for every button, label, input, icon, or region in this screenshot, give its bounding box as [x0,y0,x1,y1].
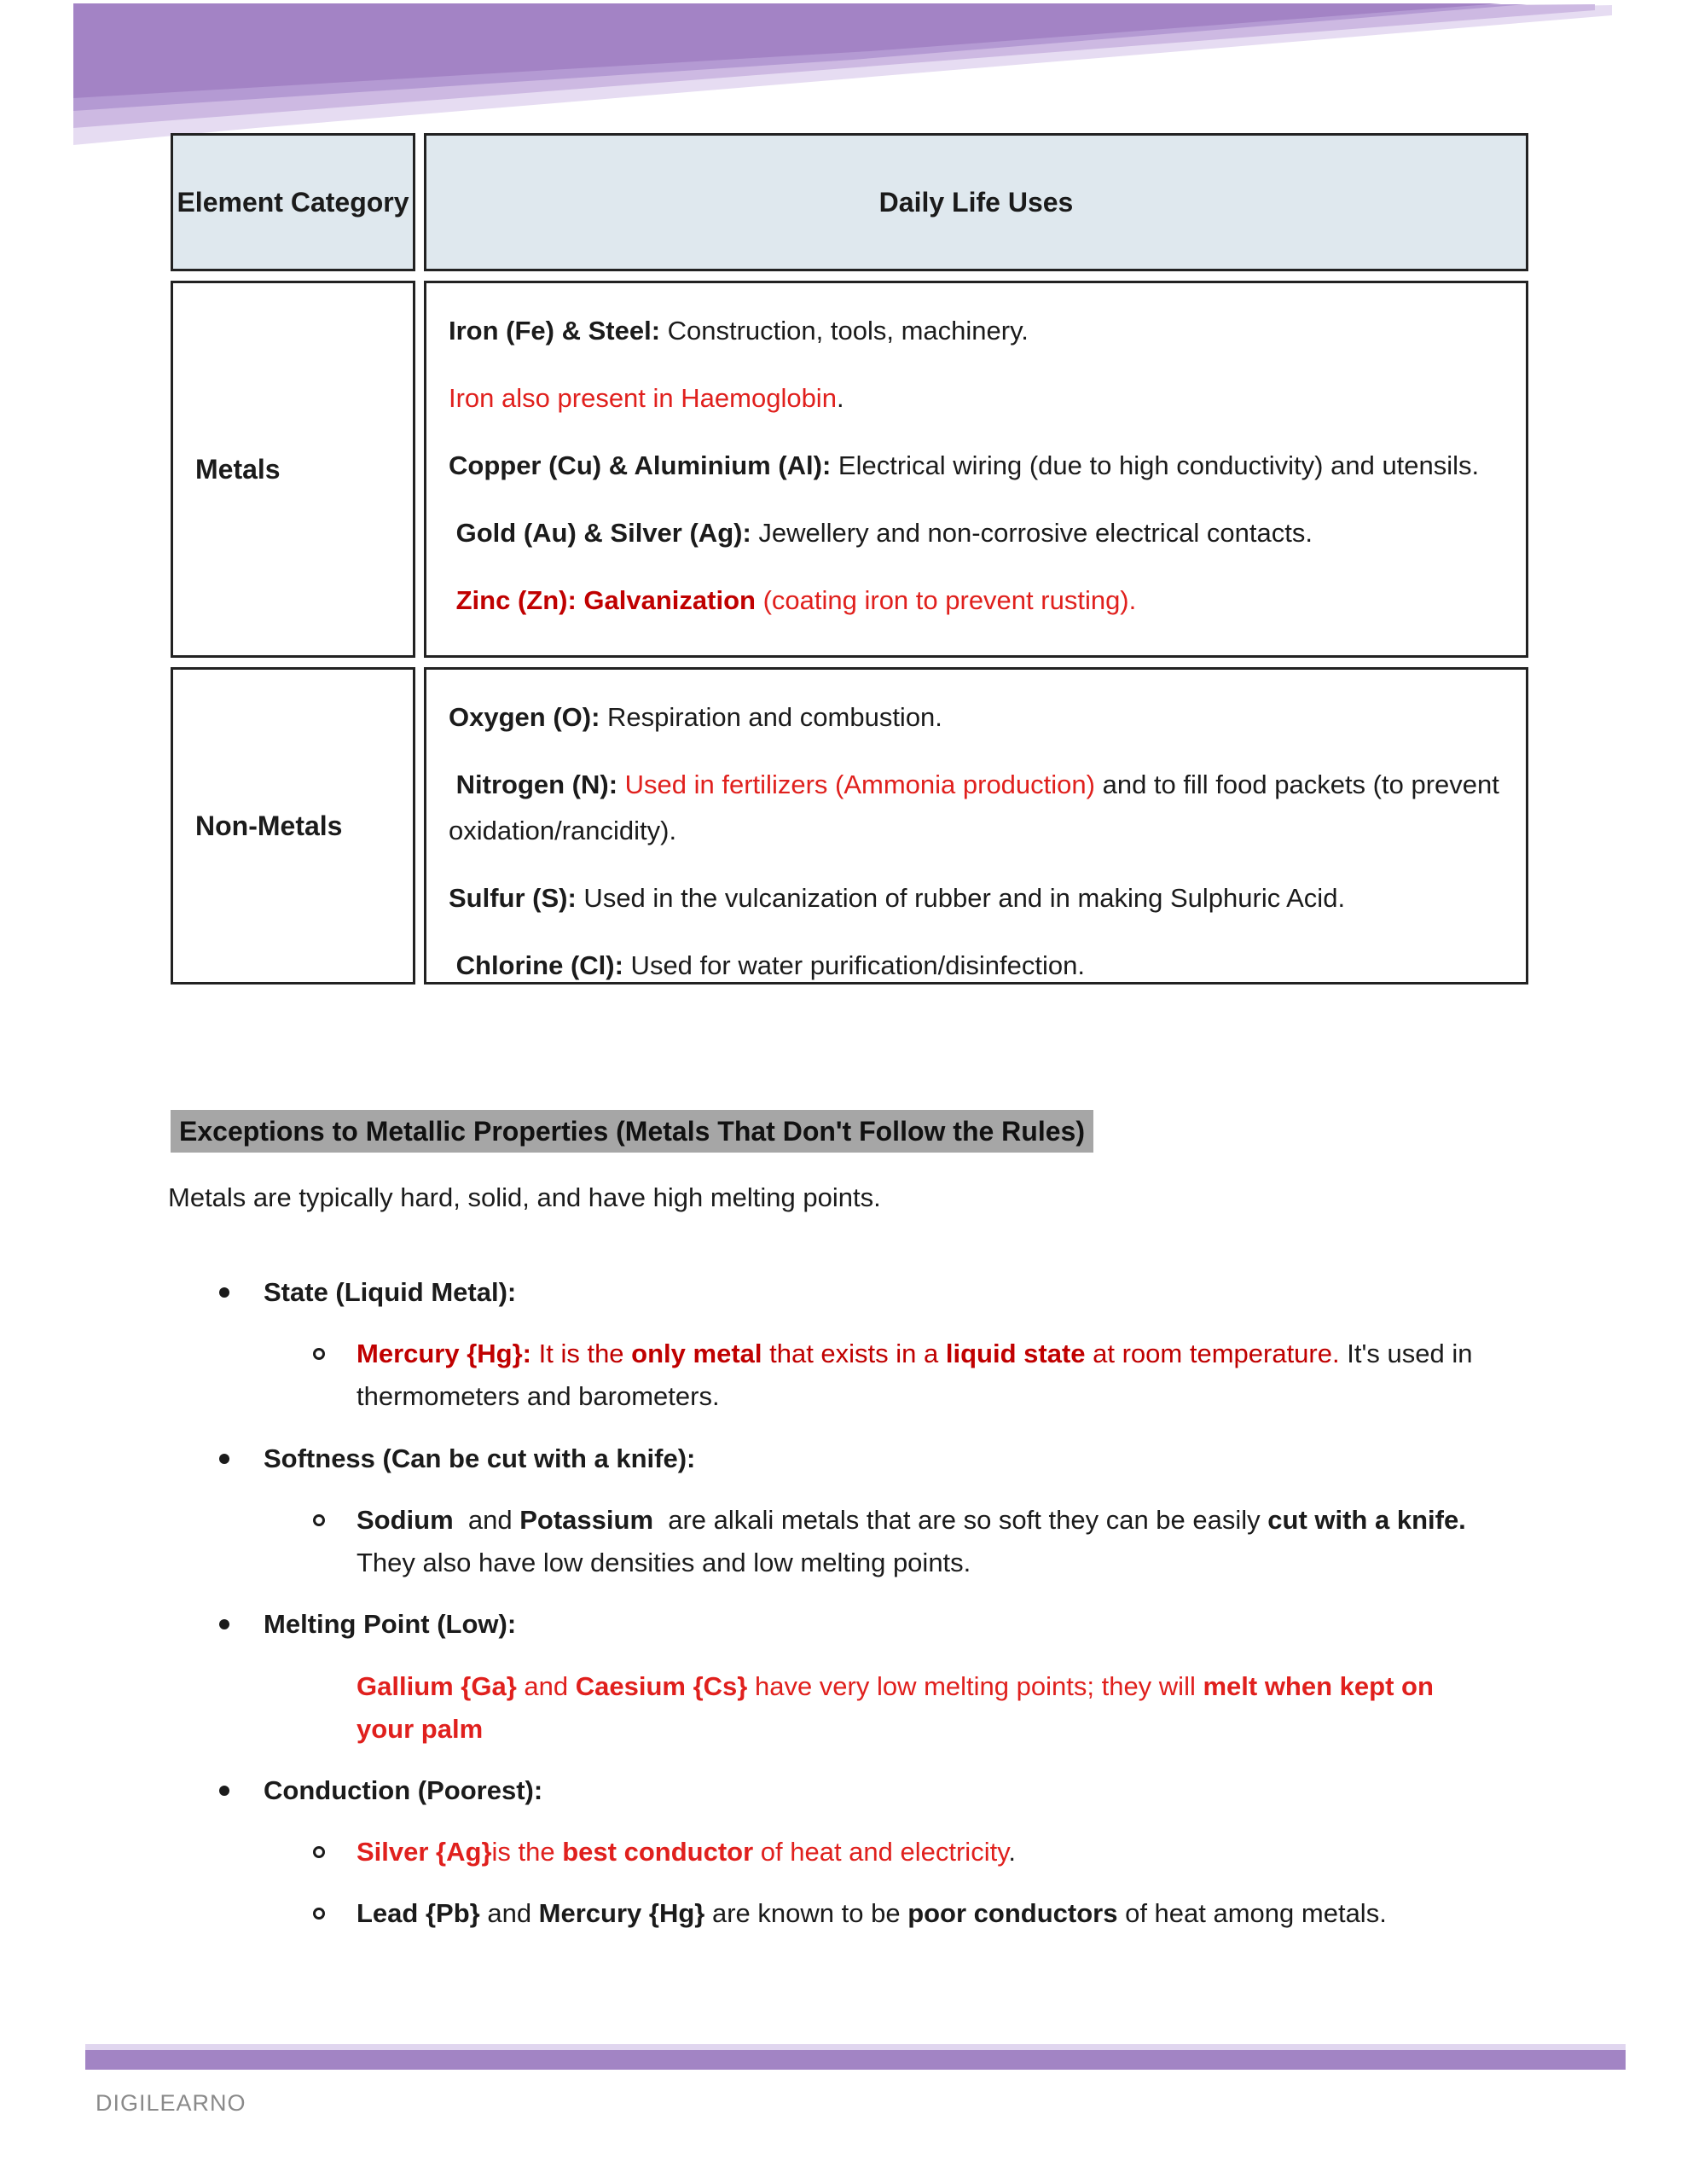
metals-uses-cell [424,281,1528,658]
exceptions-bullet-list [168,1252,1533,1955]
list-item-melting-point [168,1603,1533,1646]
nonmetals-paragraph-sulfur: Sulfur (S): Used in the vulcanization of rubber and in making Sulphuric Acid. [449,882,1346,913]
list-subitem-silver-text: Silver {Ag}is the best conductor of heat and electricity. [357,1837,1017,1867]
metals-category-label: Metals [195,453,281,485]
table-header-category-label: Element Category [177,186,409,218]
list-subitem-mercury-text: Mercury {Hg}: It is the only metal that exists in a liquid state at room temperature. It's used in thermometers and barometers. [357,1339,1481,1412]
bullet-circle-icon [313,1846,325,1858]
bullet-circle-icon [313,1908,325,1920]
list-item-conduction [168,1769,1533,1812]
nonmetals-paragraph-oxygen: Oxygen (O): Respiration and combustion. [449,702,942,732]
bullet-disc-icon [219,1786,229,1796]
list-subitem-lead-text: Lead {Pb} and Mercury {Hg} are known to be poor conductors of heat among metals. [357,1898,1387,1929]
metals-paragraph-gold: Gold (Au) & Silver (Ag): Jewellery and non-corrosive electrical contacts. [449,517,1313,548]
list-subitem-silver [313,1831,1533,1873]
list-subitem-lead [313,1892,1533,1935]
metals-paragraph-zinc: Zinc (Zn): Galvanization (coating iron to prevent rusting). [449,584,1137,615]
nonmetals-category-cell [171,667,415,985]
metals-category-cell [171,281,415,658]
swoosh-layer-main [73,3,1501,98]
list-subitem-sodium [313,1499,1533,1584]
list-subitem-mercury [313,1333,1533,1418]
list-item-state [168,1271,1533,1314]
metals-paragraph-iron: Iron (Fe) & Steel: Construction, tools, machinery. [449,316,1029,346]
bullet-circle-icon [313,1348,325,1360]
header-swoosh-decoration [0,0,1687,154]
bullet-disc-icon [219,1454,229,1464]
nonmetals-paragraph-nitrogen: Nitrogen (N): Used in fertilizers (Ammonia production) and to fill food packets (to prevent oxidation/rancidity). [449,769,1507,845]
footer-accent-bar [85,2050,1626,2070]
element-uses-table [171,133,1528,985]
list-item-state-label: State (Liquid Metal): [264,1277,517,1307]
exceptions-intro-text: Metals are typically hard, solid, and have high melting points. [168,1182,881,1212]
list-item-softness-label: Softness (Can be cut with a knife): [264,1443,696,1473]
exceptions-section-heading [171,1116,1093,1147]
table-header-uses-label: Daily Life Uses [878,186,1074,218]
list-item-melting-point-label: Melting Point (Low): [264,1609,517,1640]
list-subitem-sodium-text: Sodium and Potassium are alkali metals that are so soft they can be easily cut with a knife. They also have low densities and low melting points. [357,1504,1473,1578]
exceptions-heading-highlight: Exceptions to Metallic Properties (Metals That Don't Follow the Rules) [171,1110,1093,1153]
metals-paragraph-haemoglobin: Iron also present in Haemoglobin. [449,382,844,413]
list-subitem-gallium-text: Gallium {Ga} and Caesium {Cs} have very low melting points; they will melt when kept on your palm [357,1670,1441,1744]
footer-brand-text: DIGILEARNO [96,2090,246,2116]
bullet-disc-icon [219,1619,229,1629]
nonmetals-category-label: Non-Metals [195,810,343,841]
nonmetals-uses-cell [424,667,1528,985]
footer-accent-bar-highlight [85,2044,1626,2050]
list-subitem-gallium [357,1665,1533,1751]
table-header-cell-category [171,133,415,271]
metals-paragraph-copper: Copper (Cu) & Aluminium (Al): Electrical wiring (due to high conductivity) and utensils. [449,450,1480,480]
table-header-cell-uses [424,133,1528,271]
bullet-disc-icon [219,1287,229,1298]
bullet-circle-icon [313,1514,325,1526]
nonmetals-paragraph-chlorine: Chlorine (Cl): Used for water purification/disinfection. [449,950,1085,980]
list-item-conduction-label: Conduction (Poorest): [264,1774,543,1805]
list-item-softness [168,1438,1533,1480]
